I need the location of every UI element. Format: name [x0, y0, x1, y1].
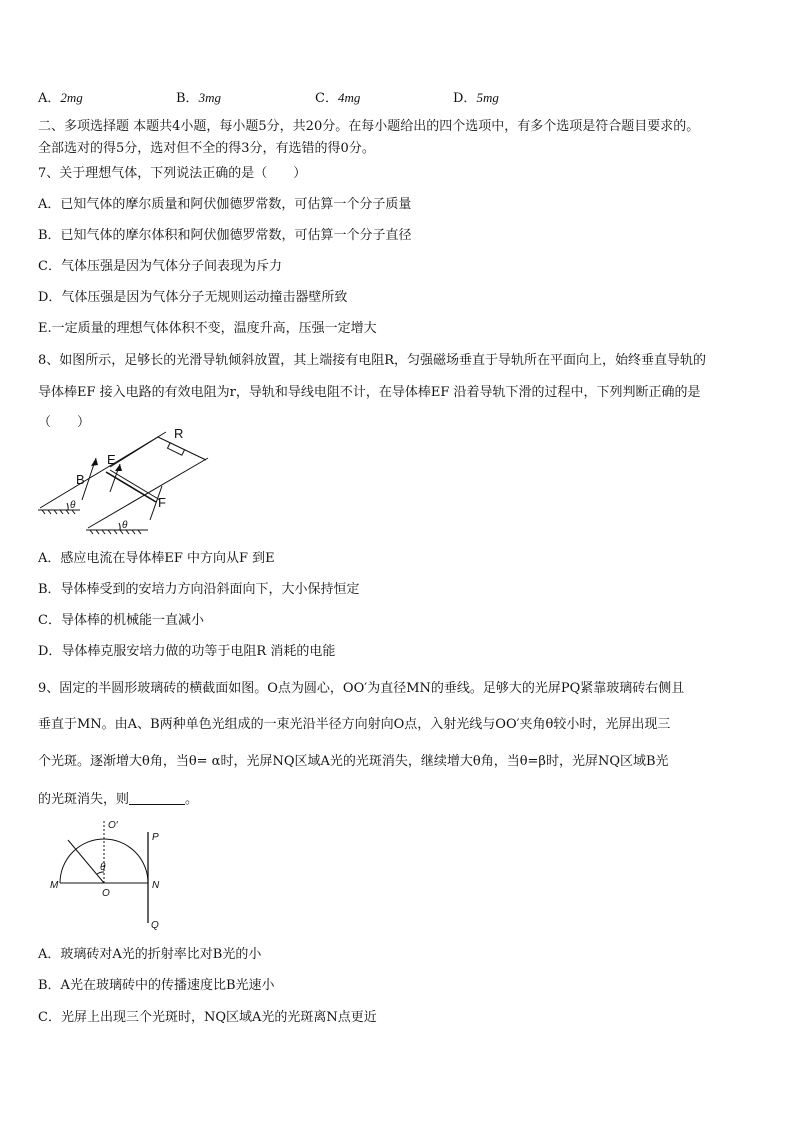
q8-option-d: D．导体棒克服安培力做的功等于电阻R 消耗的电能 — [38, 644, 336, 659]
q6-option-c — [315, 87, 360, 106]
section-heading-line1: 二、多项选择题 本题共4小题，每小题5分，共20分。在每小题给出的四个选项中，有多个选项是符合题目要求的。 — [38, 119, 700, 134]
option-letter: C． — [315, 91, 338, 106]
q9-stem-line4 — [38, 790, 198, 809]
q9-figure-semicircle — [48, 818, 178, 933]
q6-option-b — [176, 87, 221, 106]
q7-option-c: C．气体压强是因为气体分子间表现为斥力 — [38, 259, 282, 274]
q8-figure-svg — [38, 426, 228, 540]
label-M: M — [50, 880, 59, 891]
q7-option-e: E.一定质量的理想气体体积不变，温度升高，压强一定增大 — [38, 321, 377, 336]
q6-option-a — [38, 87, 83, 106]
q8-stem-line2: 导体棒EF 接入电路的有效电阻为r，导轨和导线电阻不计，在导体棒EF 沿着导轨下滑的过程中，下列判断正确的是 — [38, 385, 701, 400]
q6-options — [38, 87, 758, 105]
label-O: O — [102, 888, 110, 899]
q9-stem-line2: 垂直于MN。由A、B两种单色光组成的一束光沿半径方向射向O点，入射光线与OO′夹角θ较小时，光屏出现三 — [38, 717, 671, 732]
q7-option-a: A．已知气体的摩尔质量和阿伏伽德罗常数，可估算一个分子质量 — [38, 197, 412, 212]
option-letter: D． — [453, 91, 477, 106]
q9-option-c: C．光屏上出现三个光斑时，NQ区域A光的光斑离N点更近 — [38, 1010, 377, 1025]
q7-stem: 7、关于理想气体，下列说法正确的是（ ） — [38, 166, 307, 181]
option-value: 5mg — [476, 90, 499, 105]
q8-stem-line3: （ ） — [38, 415, 91, 430]
q9-stem-line4-end: 。 — [185, 792, 199, 807]
q9-figure-svg — [48, 818, 178, 933]
option-value: 3mg — [198, 90, 221, 105]
q9-option-b: B．A光在玻璃砖中的传播速度比B光速小 — [38, 978, 275, 993]
section-heading-line2: 全部选对的得5分，选对但不全的得3分，有选错的得0分。 — [38, 141, 375, 156]
label-O-prime: O′ — [108, 820, 118, 831]
q8-option-c: C．导体棒的机械能一直减小 — [38, 613, 204, 628]
answer-blank — [129, 790, 185, 805]
label-theta-upper: θ — [70, 500, 76, 511]
label-theta-lower: θ — [122, 520, 128, 531]
q8-stem-line1: 8、如图所示，足够长的光滑导轨倾斜放置，其上端接有电阻R，匀强磁场垂直于导轨所在平面向上，始终垂直导轨的 — [38, 353, 707, 368]
q7-option-d: D．气体压强是因为气体分子无规则运动撞击器壁所致 — [38, 290, 348, 305]
label-N: N — [152, 880, 160, 891]
q8-option-a: A．感应电流在导体棒EF 中方向从F 到E — [38, 551, 275, 566]
label-F: F — [158, 495, 166, 510]
q8-figure-incline-rails — [38, 426, 228, 540]
option-letter: B． — [176, 91, 199, 106]
label-Q: Q — [151, 920, 159, 931]
q9-stem-line1: 9、固定的半圆形玻璃砖的横截面如图。O点为圆心，OO′为直径MN的垂线。足够大的光屏PQ紧靠玻璃砖右侧且 — [38, 681, 685, 696]
q6-option-d — [453, 87, 499, 106]
q7-option-b: B．已知气体的摩尔体积和阿伏伽德罗常数，可估算一个分子直径 — [38, 228, 412, 243]
label-B: B — [76, 472, 85, 487]
label-R: R — [174, 426, 184, 441]
option-letter: A． — [38, 91, 61, 106]
q9-option-a: A．玻璃砖对A光的折射率比对B光的小 — [38, 947, 262, 962]
label-theta: θ — [100, 862, 106, 873]
label-E: E — [107, 452, 116, 467]
option-value: 2mg — [60, 90, 83, 105]
q9-stem-line4-text: 的光斑消失，则 — [38, 792, 130, 807]
q9-stem-line3: 个光斑。逐渐增大θ角，当θ= α时，光屏NQ区域A光的光斑消失，继续增大θ角，当θ=β时，光屏NQ区域B光 — [38, 754, 669, 769]
label-P: P — [152, 832, 159, 843]
option-value: 4mg — [337, 90, 361, 105]
q8-option-b: B．导体棒受到的安培力方向沿斜面向下，大小保持恒定 — [38, 582, 360, 597]
